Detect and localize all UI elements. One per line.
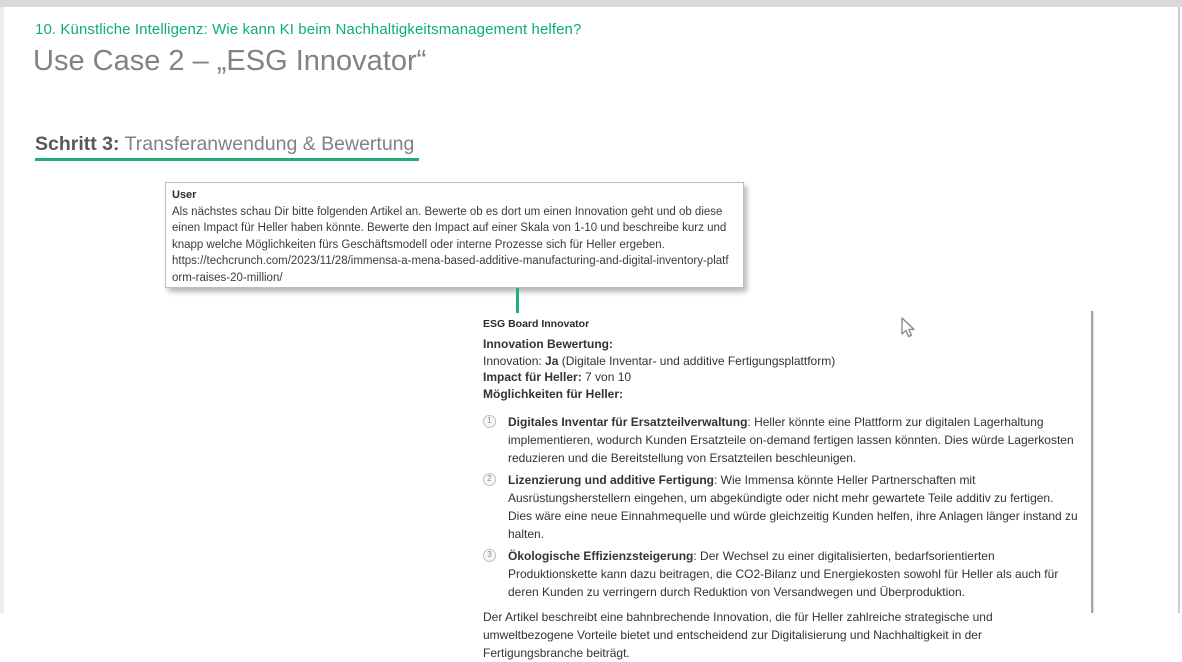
mouse-cursor-icon — [898, 316, 918, 340]
user-message-card — [165, 182, 744, 288]
user-message-author: User — [172, 189, 197, 201]
numbered-list — [483, 413, 1079, 601]
possibilities-line: Möglichkeiten für Heller: — [483, 387, 624, 402]
assistant-heading: Innovation Bewertung: — [483, 336, 613, 351]
item-text: : Der Wechsel zu einer digitalisierten, bedarfsorientierten Produktionskette kann dazu beitragen, die CO2-Bilanz und Energiekosten sowohl für Heller als auch für deren Kunden zu verringern durch Reduktion von Versandwegen und Überproduktion. — [508, 548, 1059, 599]
window-top-strip — [0, 0, 1182, 7]
list-item — [483, 547, 1079, 601]
assistant-author: ESG Board Innovator — [483, 318, 590, 330]
section-underline — [35, 158, 419, 161]
assistant-message — [483, 316, 1079, 662]
user-message-text: Als nächstes schau Dir bitte folgenden Artikel an. Bewerte ob es dort um einen Innovation geht und ob diese einen Impact für Heller haben könnte. Bewerte den Impact auf einer Skala von 1-10 und beschreibe kurz und knapp welche Möglichkeiten fürs Geschäftsmodell oder interne Prozesse sich für Heller ergeben. — [172, 205, 727, 251]
section-title: Transferanwendung & Bewertung — [119, 133, 415, 155]
item-title: Digitales Inventar für Ersatzteilverwaltung — [508, 414, 748, 429]
item-title: Lizenzierung und additive Fertigung — [508, 472, 714, 487]
window-left-strip — [0, 7, 4, 613]
item-title: Ökologische Effizienzsteigerung — [508, 548, 694, 563]
slide-kicker: 10. Künstliche Intelligenz: Wie kann KI beim Nachhaltigkeitsmanagement helfen? — [35, 21, 582, 38]
slide-title: Use Case 2 – „ESG Innovator“ — [33, 45, 427, 77]
innovation-detail: (Digitale Inventar- und additive Fertigungsplattform) — [558, 353, 836, 368]
list-item — [483, 471, 1079, 543]
item-number-badge: 3 — [483, 549, 496, 562]
item-text: : Wie Immensa könnte Heller Partnerschaften mit Ausrüstungsherstellern eingehen, um abgekündigte oder nicht mehr gewartete Teile additiv zu fertigen. Dies wäre eine neue Einnahmequelle und würde gleichzeitig Kunden helfen, ihre Anlagen länger instand zu halten. — [508, 472, 1078, 541]
section-label: Schritt 3: — [35, 133, 120, 155]
impact-line — [483, 369, 1079, 386]
innovation-label: Innovation: — [483, 353, 546, 368]
content-divider-line — [1091, 311, 1093, 613]
item-number-badge: 1 — [483, 415, 496, 428]
item-number-badge: 2 — [483, 473, 496, 486]
impact-label: Impact für Heller: — [483, 370, 582, 385]
impact-value: 7 von 10 — [581, 370, 632, 385]
section-heading — [35, 133, 414, 156]
connector-line — [516, 288, 519, 313]
list-item — [483, 413, 1079, 467]
closing-paragraph: Der Artikel beschreibt eine bahnbrechende Innovation, die für Heller zahlreiche strategische und umweltbezogene Vorteile bietet und entscheidend zur Digitalisierung und Nachhaltigkeit in der Fertigungsbranche beiträgt. — [483, 609, 993, 660]
window-right-edge — [1178, 7, 1180, 613]
user-message-body — [172, 204, 734, 287]
innovation-line — [483, 353, 1079, 370]
item-text: : Heller könnte eine Plattform zur digitalen Lagerhaltung implementieren, wodurch Kunden Ersatzteile on-demand fertigen lassen könnten. Dies würde Lagerkosten reduzieren und die Bereitstellung von Ersatzteilen beschleunigen. — [508, 414, 1074, 465]
innovation-value: Ja — [545, 353, 559, 368]
user-message-link: https://techcrunch.com/2023/11/28/immensa-a-mena-based-additive-manufacturing-and-digital-inventory-platform-raises-20-million/ — [172, 255, 729, 284]
